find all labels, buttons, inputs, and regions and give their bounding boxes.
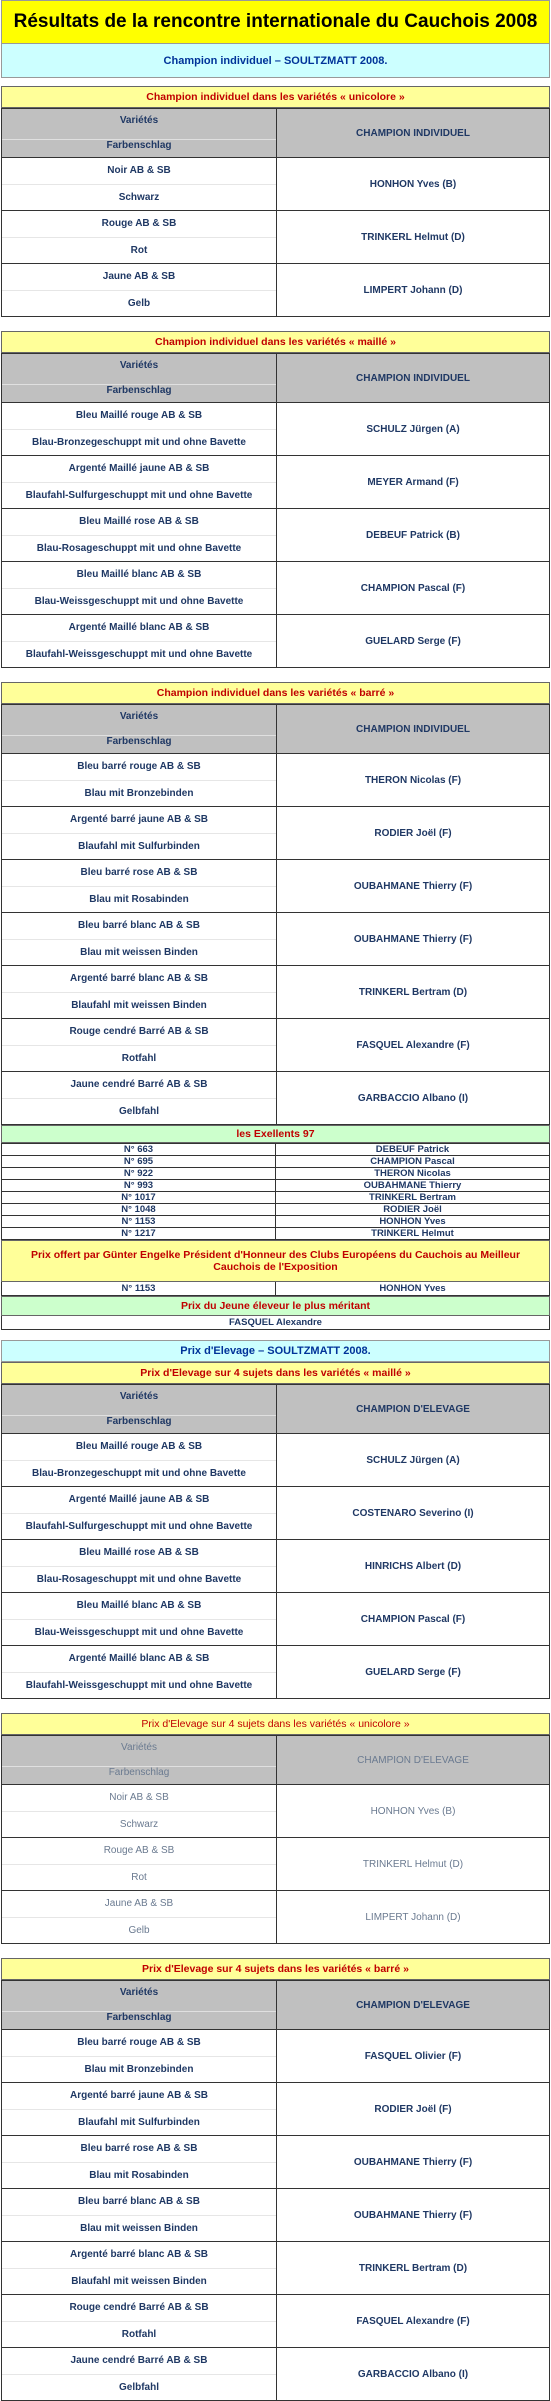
variety-name-de: Blau-Weissgeschuppt mit und ohne Bavette (2, 1619, 276, 1646)
variety-names (2, 1646, 276, 1698)
variety-cell (2, 1593, 277, 1646)
variety-column-header (2, 1981, 277, 2030)
engelke-prize-number: N° 1153 (121, 1283, 156, 1294)
winner-cell: OUBAHMANE Thierry (F) (277, 860, 550, 913)
winner-column-header: CHAMPION D'ELEVAGE (277, 1736, 550, 1785)
excellent-name: OUBAHMANE Thierry (276, 1180, 550, 1192)
results-section (1, 1958, 550, 2401)
variety-names (2, 456, 276, 508)
results-section (1, 1362, 550, 1699)
winner-column-header: CHAMPION D'ELEVAGE (277, 1385, 550, 1434)
variety-column-header (2, 705, 277, 754)
variety-names (2, 615, 276, 667)
variety-cell (2, 562, 277, 615)
variety-names (2, 1593, 276, 1645)
results-table (1, 1980, 550, 2401)
excellent-name: CHAMPION Pascal (276, 1156, 550, 1168)
variety-names (2, 1540, 276, 1592)
variety-name-fr: Bleu Maillé rouge AB & SB (75, 1441, 203, 1453)
variety-names (2, 1487, 276, 1539)
variety-name-fr: Bleu barré rose AB & SB (80, 867, 198, 879)
table-row (2, 2083, 550, 2136)
variety-name-fr: Argenté Maillé blanc AB & SB (68, 622, 210, 634)
variety-names (2, 1434, 276, 1486)
farbenschlag-label: Farbenschlag (2, 735, 276, 747)
variety-name-de: Blau-Rosageschuppt mit und ohne Bavette (2, 535, 276, 562)
variety-name-de: Gelb (2, 290, 276, 317)
variety-header-labels (2, 109, 276, 157)
variety-cell (2, 211, 277, 264)
excellent-number: N° 663 (2, 1144, 276, 1156)
variety-cell (2, 2189, 277, 2242)
section-heading: Prix d'Elevage sur 4 sujets dans les variétés « unicolore » (1, 1713, 550, 1735)
table-row (2, 966, 550, 1019)
excellent-row (2, 1192, 550, 1204)
results-section (1, 1713, 550, 1944)
variety-cell (2, 2295, 277, 2348)
winner-cell: FASQUEL Alexandre (F) (277, 1019, 550, 1072)
excellent-number: N° 1217 (2, 1228, 276, 1240)
variety-name-fr: Rouge cendré Barré AB & SB (69, 1026, 209, 1038)
farbenschlag-label: Farbenschlag (2, 1415, 276, 1427)
variety-cell (2, 2242, 277, 2295)
results-section (1, 331, 550, 668)
variety-names (2, 2242, 276, 2294)
excellent-number: N° 1048 (2, 1204, 276, 1216)
table-row (2, 1072, 550, 1125)
varietes-label: Variétés (119, 1987, 159, 1999)
variety-header-labels (2, 705, 276, 753)
variety-cell (2, 509, 277, 562)
variety-name-fr: Bleu Maillé rose AB & SB (79, 516, 199, 528)
table-row (2, 2030, 550, 2083)
results-section (1, 86, 550, 317)
variety-names (2, 509, 276, 561)
variety-cell (2, 966, 277, 1019)
winner-cell: OUBAHMANE Thierry (F) (277, 2189, 550, 2242)
excellent-name: TRINKERL Bertram (276, 1192, 550, 1204)
winner-column-header: CHAMPION INDIVIDUEL (277, 109, 550, 158)
winner-cell: TRINKERL Helmut (D) (277, 1838, 550, 1891)
variety-name-de: Rotfahl (2, 2321, 276, 2348)
variety-name-de: Schwarz (2, 184, 276, 211)
table-header-row (2, 1981, 550, 2030)
table-row (2, 807, 550, 860)
variety-name-de: Rot (2, 1864, 276, 1891)
winner-cell: DEBEUF Patrick (B) (277, 509, 550, 562)
excellent-row (2, 1228, 550, 1240)
engelke-prize-winner: HONHON Yves (275, 1282, 549, 1295)
farbenschlag-label: Farbenschlag (2, 2011, 276, 2023)
variety-name-de: Blaufahl mit weissen Binden (2, 992, 276, 1019)
variety-name-de: Blaufahl mit Sulfurbinden (2, 833, 276, 860)
variety-cell (2, 615, 277, 668)
winner-column-header: CHAMPION INDIVIDUEL (277, 354, 550, 403)
table-row (2, 1838, 550, 1891)
variety-name-de: Blaufahl mit weissen Binden (2, 2268, 276, 2295)
variety-cell (2, 158, 277, 211)
winner-cell: LIMPERT Johann (D) (277, 1891, 550, 1944)
winner-column-header: CHAMPION INDIVIDUEL (277, 705, 550, 754)
winner-cell: CHAMPION Pascal (F) (277, 562, 550, 615)
table-row (2, 1487, 550, 1540)
variety-column-header (2, 109, 277, 158)
variety-names (2, 1838, 276, 1890)
winner-cell: GARBACCIO Albano (I) (277, 1072, 550, 1125)
table-row (2, 456, 550, 509)
variety-name-fr: Jaune cendré Barré AB & SB (70, 1079, 208, 1091)
variety-name-fr: Argenté barré blanc AB & SB (70, 2249, 208, 2261)
excellent-name: HONHON Yves (276, 1216, 550, 1228)
variety-names (2, 264, 276, 316)
varietes-label: Variétés (119, 711, 159, 723)
table-row (2, 2295, 550, 2348)
table-row (2, 509, 550, 562)
farbenschlag-label: Farbenschlag (2, 1766, 276, 1778)
table-header-row (2, 354, 550, 403)
engelke-prize-row (1, 1282, 550, 1296)
excellent-row (2, 1168, 550, 1180)
winner-cell: FASQUEL Alexandre (F) (277, 2295, 550, 2348)
variety-name-fr: Bleu barré rose AB & SB (80, 2143, 198, 2155)
variety-name-fr: Jaune cendré Barré AB & SB (70, 2355, 208, 2367)
table-row (2, 158, 550, 211)
table-row (2, 615, 550, 668)
variety-cell (2, 403, 277, 456)
table-header-row (2, 109, 550, 158)
variety-name-de: Rotfahl (2, 1045, 276, 1072)
excellent-number: N° 1017 (2, 1192, 276, 1204)
variety-cell (2, 913, 277, 966)
results-table (1, 353, 550, 668)
winner-cell: HONHON Yves (B) (277, 1785, 550, 1838)
variety-name-de: Blau-Bronzegeschuppt mit und ohne Bavette (2, 429, 276, 456)
winner-cell: LIMPERT Johann (D) (277, 264, 550, 317)
table-row (2, 2136, 550, 2189)
variety-name-fr: Bleu Maillé blanc AB & SB (76, 1600, 202, 1612)
variety-name-de: Blaufahl-Weissgeschuppt mit und ohne Bavette (2, 641, 276, 668)
variety-name-fr: Rouge AB & SB (101, 218, 177, 230)
winner-cell: FASQUEL Olivier (F) (277, 2030, 550, 2083)
variety-name-de: Blau mit weissen Binden (2, 939, 276, 966)
varietes-label: Variétés (119, 1391, 159, 1403)
variety-column-header (2, 1736, 277, 1785)
variety-cell (2, 807, 277, 860)
variety-header-labels (2, 354, 276, 402)
variety-names (2, 2295, 276, 2347)
winner-cell: OUBAHMANE Thierry (F) (277, 2136, 550, 2189)
variety-names (2, 403, 276, 455)
variety-names (2, 966, 276, 1018)
table-row (2, 2242, 550, 2295)
excellent-row (2, 1144, 550, 1156)
winner-cell: OUBAHMANE Thierry (F) (277, 913, 550, 966)
table-row (2, 1019, 550, 1072)
variety-column-header (2, 354, 277, 403)
variety-cell (2, 1540, 277, 1593)
variety-name-fr: Noir AB & SB (107, 165, 171, 177)
excellents-table (1, 1143, 550, 1240)
variety-name-fr: Jaune AB & SB (104, 1898, 174, 1910)
variety-name-fr: Jaune AB & SB (102, 271, 176, 283)
table-row (2, 2348, 550, 2401)
excellent-name: DEBEUF Patrick (276, 1144, 550, 1156)
variety-names (2, 2083, 276, 2135)
variety-name-fr: Bleu barré blanc AB & SB (78, 920, 200, 932)
table-row (2, 211, 550, 264)
table-row (2, 264, 550, 317)
excellent-name: RODIER Joël (276, 1204, 550, 1216)
table-row (2, 1434, 550, 1487)
variety-cell (2, 2083, 277, 2136)
variety-cell (2, 1487, 277, 1540)
variety-names (2, 2348, 276, 2400)
varietes-label: Variétés (119, 115, 159, 127)
variety-name-fr: Noir AB & SB (109, 1792, 169, 1804)
results-page (1, 0, 550, 2401)
variety-cell (2, 2136, 277, 2189)
variety-name-fr: Argenté Maillé blanc AB & SB (68, 1653, 210, 1665)
excellent-number: N° 695 (2, 1156, 276, 1168)
variety-name-de: Blau-Weissgeschuppt mit und ohne Bavette (2, 588, 276, 615)
variety-name-de: Blau-Rosageschuppt mit und ohne Bavette (2, 1566, 276, 1593)
winner-cell: GUELARD Serge (F) (277, 1646, 550, 1699)
variety-column-header (2, 1385, 277, 1434)
winner-cell: RODIER Joël (F) (277, 2083, 550, 2136)
variety-names (2, 754, 276, 806)
excellent-row (2, 1216, 550, 1228)
engelke-prize-heading: Prix offert par Günter Engelke Président d'Honneur des Clubs Européens du Cauchois au Meilleur Cauchois de l'Exposition (1, 1240, 550, 1282)
variety-name-de: Blau mit Bronzebinden (2, 780, 276, 807)
section-heading: Prix d'Elevage sur 4 sujets dans les variétés « barré » (1, 1958, 550, 1980)
table-header-row (2, 1385, 550, 1434)
results-table (1, 108, 550, 317)
variety-name-de: Gelb (2, 1917, 276, 1944)
varietes-label: Variétés (121, 1742, 157, 1754)
young-breeder-winner: FASQUEL Alexandre (1, 1316, 550, 1330)
section-heading: Champion individuel dans les variétés « unicolore » (1, 86, 550, 108)
variety-header-labels (2, 1981, 276, 2029)
section-heading: Prix d'Elevage sur 4 sujets dans les variétés « maillé » (1, 1362, 550, 1384)
results-section (1, 682, 550, 1125)
variety-name-de: Schwarz (2, 1811, 276, 1838)
variety-cell (2, 1019, 277, 1072)
variety-names (2, 1072, 276, 1124)
variety-name-fr: Argenté Maillé jaune AB & SB (68, 1494, 210, 1506)
variety-name-de: Rot (2, 237, 276, 264)
results-table (1, 1735, 550, 1944)
winner-cell: GARBACCIO Albano (I) (277, 2348, 550, 2401)
farbenschlag-label: Farbenschlag (2, 384, 276, 396)
excellents-heading: les Exellents 97 (1, 1125, 550, 1143)
variety-names (2, 562, 276, 614)
variety-names (2, 158, 276, 210)
variety-name-de: Blau mit Rosabinden (2, 886, 276, 913)
variety-cell (2, 2030, 277, 2083)
variety-name-de: Blaufahl-Sulfurgeschuppt mit und ohne Bavette (2, 482, 276, 509)
variety-names (2, 1785, 276, 1837)
excellent-row (2, 1156, 550, 1168)
variety-name-de: Blau-Bronzegeschuppt mit und ohne Bavette (2, 1460, 276, 1487)
variety-cell (2, 1891, 277, 1944)
variety-cell (2, 1785, 277, 1838)
variety-cell (2, 1072, 277, 1125)
variety-name-fr: Bleu barré rouge AB & SB (77, 761, 201, 773)
table-row (2, 403, 550, 456)
variety-cell (2, 2348, 277, 2401)
table-header-row (2, 705, 550, 754)
winner-cell: TRINKERL Bertram (D) (277, 2242, 550, 2295)
winner-column-header: CHAMPION D'ELEVAGE (277, 1981, 550, 2030)
table-row (2, 2189, 550, 2242)
table-row (2, 913, 550, 966)
results-table (1, 1384, 550, 1699)
variety-name-de: Blaufahl-Sulfurgeschuppt mit und ohne Bavette (2, 1513, 276, 1540)
results-table (1, 704, 550, 1125)
winner-cell: CHAMPION Pascal (F) (277, 1593, 550, 1646)
variety-name-fr: Argenté barré jaune AB & SB (70, 2090, 208, 2102)
section-heading: Champion individuel dans les variétés « barré » (1, 682, 550, 704)
variety-name-fr: Argenté Maillé jaune AB & SB (68, 463, 210, 475)
variety-name-de: Blau mit weissen Binden (2, 2215, 276, 2242)
champion-individuel-banner: Champion individuel – SOULTZMATT 2008. (1, 44, 550, 78)
variety-cell (2, 860, 277, 913)
variety-cell (2, 264, 277, 317)
variety-name-de: Blaufahl mit Sulfurbinden (2, 2109, 276, 2136)
variety-name-fr: Rouge cendré Barré AB & SB (69, 2302, 209, 2314)
table-header-row (2, 1736, 550, 1785)
excellent-row (2, 1204, 550, 1216)
prix-elevage-banner: Prix d'Elevage – SOULTZMATT 2008. (1, 1340, 550, 1362)
variety-name-de: Blau mit Bronzebinden (2, 2056, 276, 2083)
winner-cell: THERON Nicolas (F) (277, 754, 550, 807)
winner-cell: HINRICHS Albert (D) (277, 1540, 550, 1593)
table-row (2, 1891, 550, 1944)
variety-names (2, 2030, 276, 2082)
farbenschlag-label: Farbenschlag (2, 139, 276, 151)
variety-names (2, 1019, 276, 1071)
variety-cell (2, 1646, 277, 1699)
variety-names (2, 1891, 276, 1943)
winner-cell: GUELARD Serge (F) (277, 615, 550, 668)
excellent-name: TRINKERL Helmut (276, 1228, 550, 1240)
young-breeder-heading: Prix du Jeune éleveur le plus méritant (1, 1296, 550, 1316)
variety-name-fr: Rouge AB & SB (103, 1845, 175, 1857)
variety-header-labels (2, 1736, 276, 1784)
table-row (2, 860, 550, 913)
table-row (2, 1540, 550, 1593)
excellent-name: THERON Nicolas (276, 1168, 550, 1180)
variety-name-fr: Argenté barré jaune AB & SB (70, 814, 208, 826)
champion-individuel-sections (1, 86, 550, 1125)
winner-cell: HONHON Yves (B) (277, 158, 550, 211)
variety-name-fr: Bleu barré blanc AB & SB (78, 2196, 200, 2208)
variety-names (2, 860, 276, 912)
variety-cell (2, 1838, 277, 1891)
variety-cell (2, 456, 277, 509)
variety-cell (2, 754, 277, 807)
winner-cell: SCHULZ Jürgen (A) (277, 403, 550, 456)
variety-name-fr: Bleu Maillé rose AB & SB (79, 1547, 199, 1559)
variety-names (2, 913, 276, 965)
page-title: Résultats de la rencontre internationale du Cauchois 2008 (1, 0, 550, 44)
variety-name-de: Blau mit Rosabinden (2, 2162, 276, 2189)
variety-cell (2, 1434, 277, 1487)
variety-names (2, 807, 276, 859)
variety-header-labels (2, 1385, 276, 1433)
variety-names (2, 2136, 276, 2188)
table-row (2, 1593, 550, 1646)
excellent-number: N° 922 (2, 1168, 276, 1180)
variety-name-fr: Bleu Maillé rouge AB & SB (75, 410, 203, 422)
variety-names (2, 211, 276, 263)
variety-name-fr: Bleu Maillé blanc AB & SB (76, 569, 202, 581)
winner-cell: SCHULZ Jürgen (A) (277, 1434, 550, 1487)
variety-name-fr: Bleu barré rouge AB & SB (77, 2037, 201, 2049)
variety-name-de: Blaufahl-Weissgeschuppt mit und ohne Bavette (2, 1672, 276, 1699)
variety-names (2, 2189, 276, 2241)
excellent-row (2, 1180, 550, 1192)
winner-cell: COSTENARO Severino (I) (277, 1487, 550, 1540)
section-heading: Champion individuel dans les variétés « maillé » (1, 331, 550, 353)
winner-cell: TRINKERL Bertram (D) (277, 966, 550, 1019)
winner-cell: RODIER Joël (F) (277, 807, 550, 860)
table-row (2, 1646, 550, 1699)
varietes-label: Variétés (119, 360, 159, 372)
table-row (2, 1785, 550, 1838)
variety-name-fr: Argenté barré blanc AB & SB (70, 973, 208, 985)
excellent-number: N° 993 (2, 1180, 276, 1192)
variety-name-de: Gelbfahl (2, 1098, 276, 1125)
table-row (2, 562, 550, 615)
winner-cell: TRINKERL Helmut (D) (277, 211, 550, 264)
excellent-number: N° 1153 (2, 1216, 276, 1228)
prix-elevage-sections (1, 1362, 550, 2401)
variety-name-de: Gelbfahl (2, 2374, 276, 2401)
winner-cell: MEYER Armand (F) (277, 456, 550, 509)
table-row (2, 754, 550, 807)
